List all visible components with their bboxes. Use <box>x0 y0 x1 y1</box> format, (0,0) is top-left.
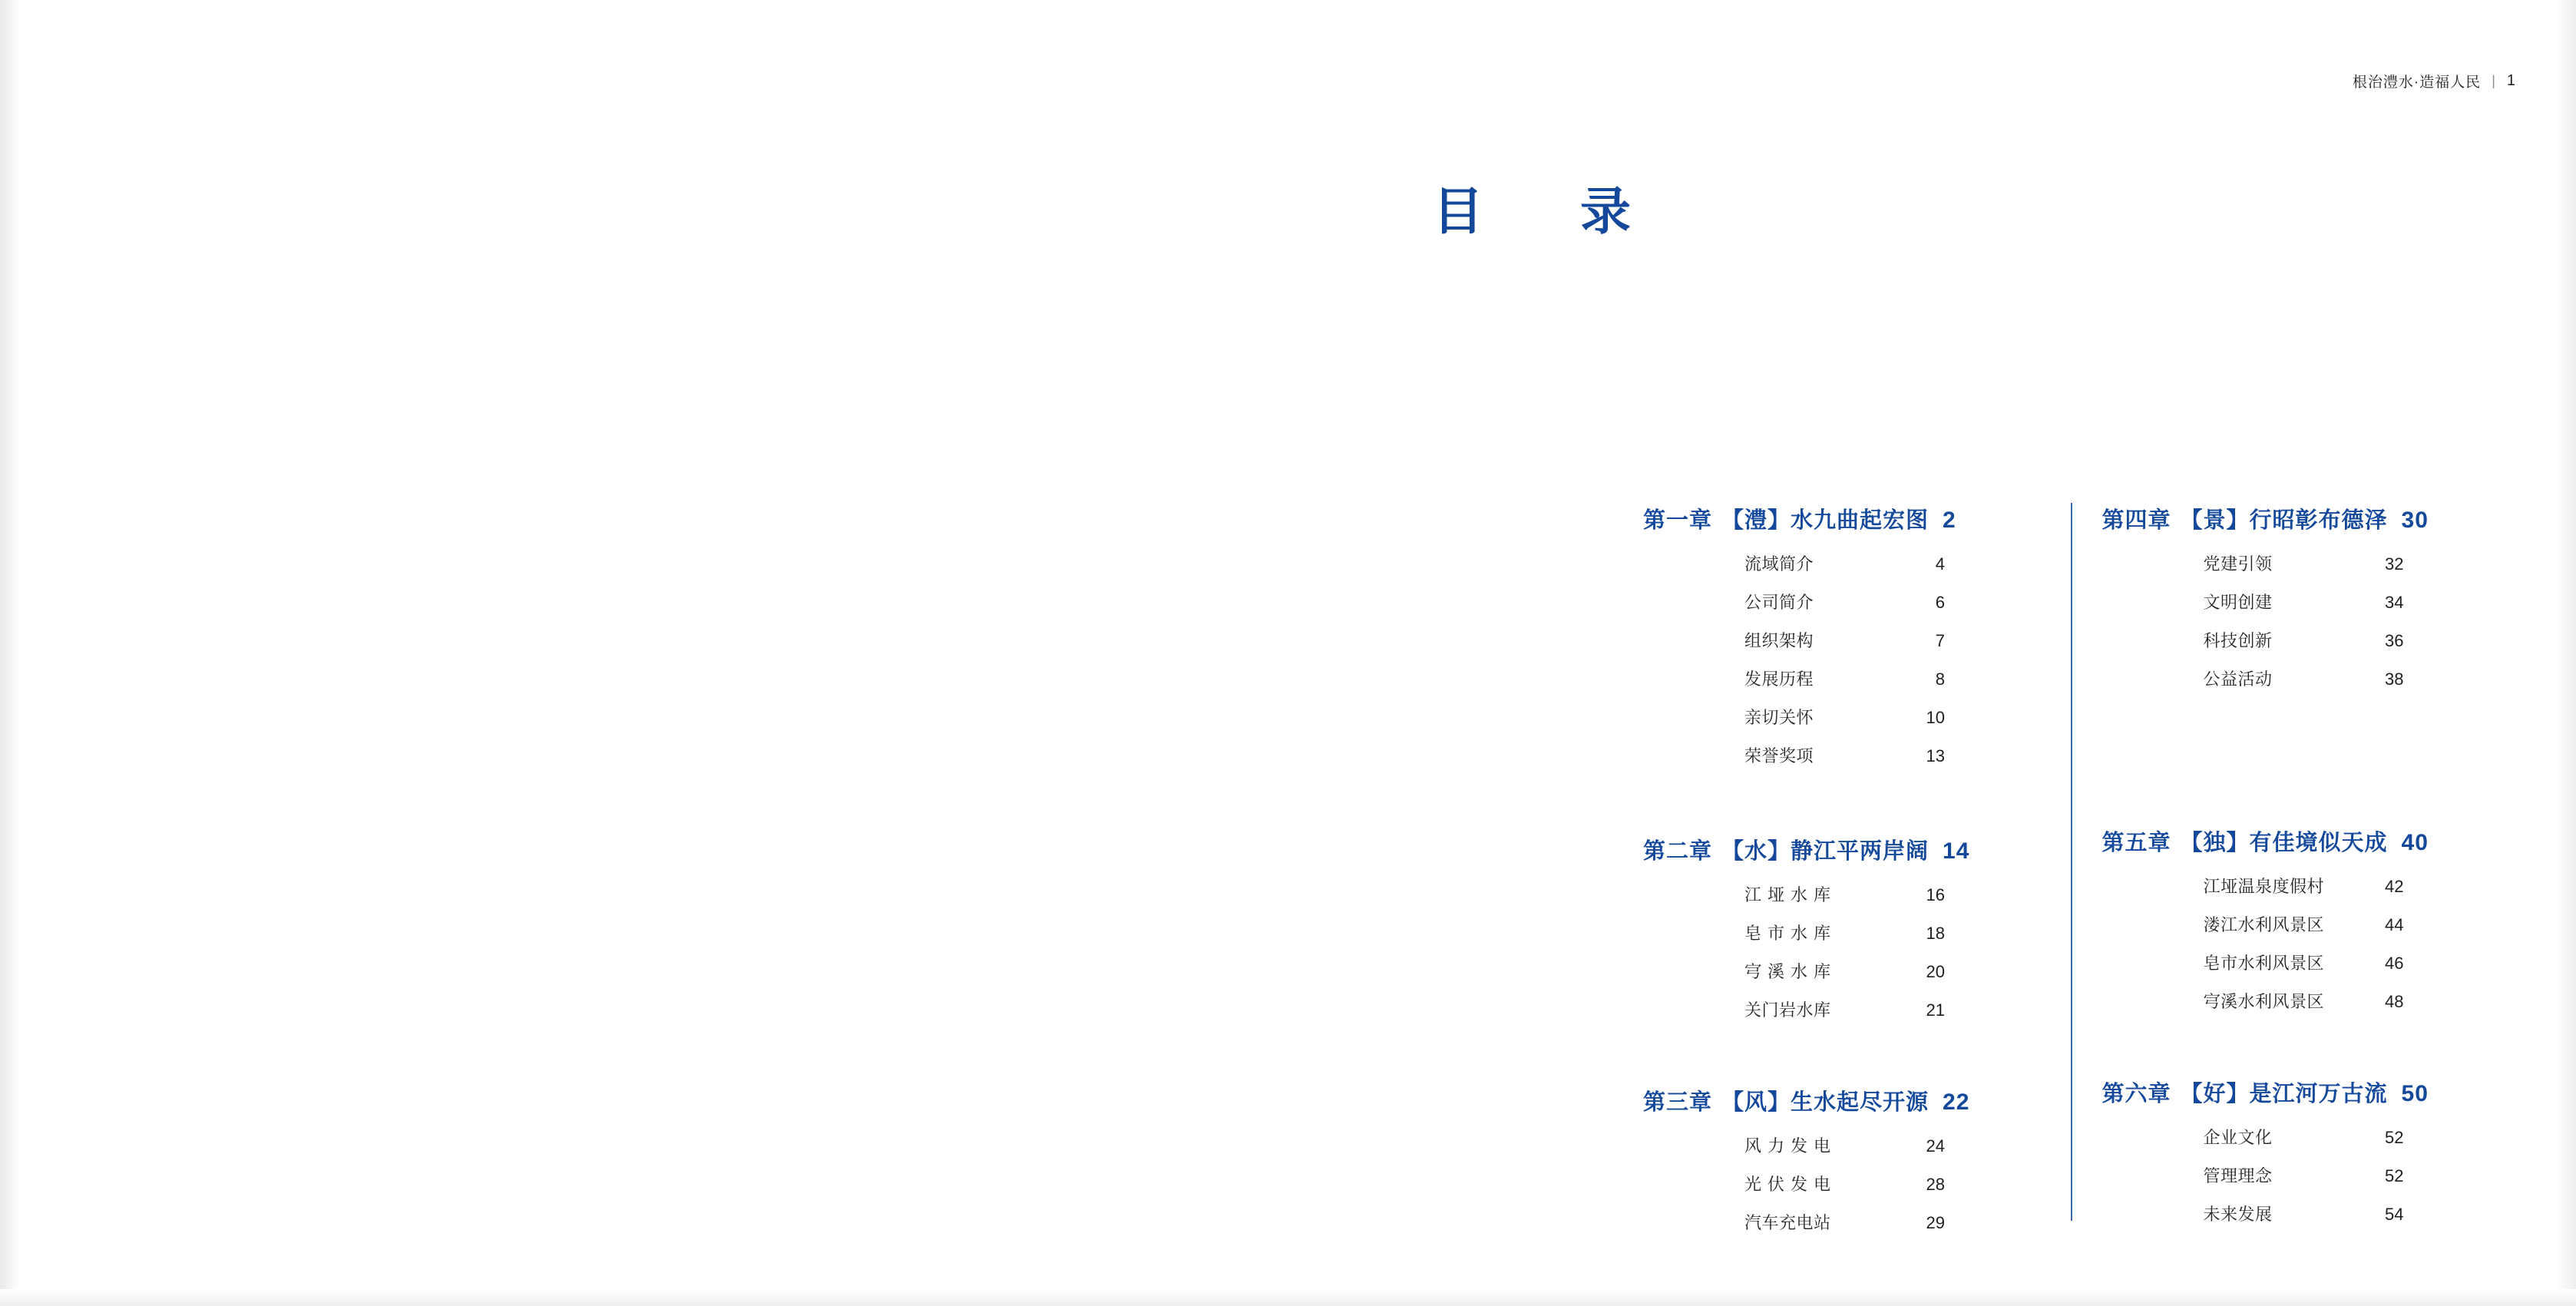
toc-chapter-number: 第五章 <box>2101 831 2171 855</box>
toc-entry[interactable] <box>1744 551 2056 575</box>
toc-chapter-title: 【风】生水起尽开源 <box>1721 1090 1930 1115</box>
toc-entry-page: 18 <box>1926 924 1945 943</box>
toc-entry-list <box>1643 551 2056 767</box>
toc-chapter-title: 【水】静江平两岸阔 <box>1721 839 1930 864</box>
toc-chapter[interactable] <box>2102 503 2515 690</box>
toc-chapter-title: 【景】行昭彰布德泽 <box>2180 508 2388 533</box>
toc-entry[interactable] <box>1744 1133 2056 1157</box>
toc-entry-page: 7 <box>1935 631 1945 650</box>
toc-entry-page: 13 <box>1926 746 1945 765</box>
toc-entry-label: 管理理念 <box>2203 1166 2273 1185</box>
toc-entry-page: 44 <box>2385 915 2404 934</box>
page-edge-shadow-left <box>0 0 20 1306</box>
toc-chapter[interactable] <box>2102 1076 2515 1225</box>
toc-entry[interactable] <box>1744 959 2056 983</box>
toc-entry-page: 6 <box>1935 593 1945 612</box>
toc-chapter-number: 第二章 <box>1643 839 1713 864</box>
page-edge-shadow-bottom <box>0 1289 2576 1306</box>
toc-entry-label: 风力发电 <box>1744 1136 1837 1156</box>
toc-entry[interactable] <box>2204 874 2515 898</box>
running-header <box>2353 71 2516 91</box>
toc-chapter-heading[interactable] <box>1643 503 2056 534</box>
toc-entry-page: 42 <box>2385 877 2404 896</box>
toc-entry-label: 溇江水利风景区 <box>2203 915 2325 934</box>
toc-entry[interactable] <box>2204 628 2515 652</box>
toc-entry[interactable] <box>2204 1202 2515 1225</box>
toc-entry-page: 24 <box>1926 1136 1945 1156</box>
toc-entry[interactable] <box>2204 666 2515 690</box>
toc-column-left <box>1643 503 2056 1248</box>
toc-entry[interactable] <box>2204 989 2515 1013</box>
toc-entry-label: 科技创新 <box>2203 631 2273 650</box>
spacer <box>2102 705 2515 825</box>
toc-entry-label: 皂市水库 <box>1744 924 1837 943</box>
toc-entry-label: 荣誉奖项 <box>1744 746 1814 765</box>
toc-chapter-title: 【独】有佳境似天成 <box>2180 831 2388 855</box>
spacer <box>2102 1027 2515 1076</box>
toc-entry-page: 54 <box>2385 1205 2404 1224</box>
toc-entry-label: 关门岩水库 <box>1744 1000 1831 1020</box>
toc-chapter-heading[interactable] <box>2102 503 2515 534</box>
toc-entry-page: 36 <box>2385 631 2404 650</box>
toc-chapter-page: 22 <box>1943 1089 1970 1115</box>
toc-chapter-number: 第四章 <box>2101 508 2171 533</box>
toc-entry-page: 52 <box>2385 1128 2404 1147</box>
page-edge-shadow-right <box>2556 0 2576 1306</box>
toc-columns <box>1643 503 2515 1248</box>
toc-entry[interactable] <box>2204 1125 2515 1149</box>
page-title: 目 录 <box>1433 183 1654 240</box>
toc-entry-page: 38 <box>2385 670 2404 689</box>
toc-entry-page: 8 <box>1935 670 1945 689</box>
toc-entry-page: 48 <box>2385 992 2404 1011</box>
toc-chapter[interactable] <box>1643 834 2056 1021</box>
toc-entry[interactable] <box>1744 628 2056 652</box>
toc-entry[interactable] <box>2204 590 2515 613</box>
toc-entry[interactable] <box>1744 997 2056 1021</box>
running-header-separator: | <box>2492 73 2496 88</box>
toc-entry-page: 29 <box>1926 1213 1945 1232</box>
toc-entry-page: 28 <box>1926 1175 1945 1194</box>
spacer <box>1643 1036 2056 1085</box>
toc-chapter-heading[interactable] <box>1643 1085 2056 1116</box>
toc-entry-label: 江垭温泉度假村 <box>2203 877 2325 896</box>
toc-entry-label: 光伏发电 <box>1744 1175 1837 1194</box>
toc-entry[interactable] <box>1744 882 2056 906</box>
toc-entry[interactable] <box>2204 951 2515 974</box>
toc-entry-page: 21 <box>1926 1000 1945 1020</box>
toc-entry[interactable] <box>2204 912 2515 936</box>
toc-entry-page: 10 <box>1926 708 1945 727</box>
toc-entry-label: 宆溪水库 <box>1744 962 1837 981</box>
toc-entry-label: 皂市水利风景区 <box>2203 954 2325 973</box>
toc-entry-label: 亲切关怀 <box>1744 708 1814 727</box>
toc-entry-label: 汽车充电站 <box>1744 1213 1831 1232</box>
toc-entry[interactable] <box>2204 551 2515 575</box>
toc-entry-page: 46 <box>2385 954 2404 973</box>
toc-column-right <box>2056 503 2515 1248</box>
toc-chapter-heading[interactable] <box>2102 1076 2515 1108</box>
spacer <box>1643 782 2056 834</box>
toc-entry-label: 未来发展 <box>2203 1205 2273 1224</box>
toc-entry-label: 流域简介 <box>1744 554 1814 574</box>
toc-entry[interactable] <box>1744 921 2056 944</box>
page-number: 1 <box>2506 72 2516 89</box>
toc-chapter[interactable] <box>1643 503 2056 767</box>
toc-entry[interactable] <box>1744 743 2056 767</box>
toc-entry-list <box>2102 874 2515 1013</box>
toc-entry-page: 34 <box>2385 593 2404 612</box>
toc-chapter-page: 40 <box>2401 830 2429 855</box>
toc-chapter-page: 14 <box>1943 838 1970 864</box>
toc-chapter-number: 第一章 <box>1643 508 1713 533</box>
toc-entry-page: 4 <box>1935 554 1945 574</box>
toc-chapter-page: 30 <box>2401 508 2429 533</box>
toc-entry-list <box>2102 551 2515 690</box>
toc-chapter-heading[interactable] <box>2102 825 2515 857</box>
toc-entry[interactable] <box>1744 1172 2056 1195</box>
toc-entry-list <box>1643 882 2056 1021</box>
toc-entry-list <box>2102 1125 2515 1225</box>
toc-entry-label: 公司简介 <box>1744 593 1814 612</box>
toc-entry-page: 20 <box>1926 962 1945 981</box>
toc-entry-label: 文明创建 <box>2203 593 2273 612</box>
toc-entry-label: 党建引领 <box>2203 554 2273 574</box>
toc-chapter-number: 第六章 <box>2101 1082 2171 1106</box>
toc-entry-page: 32 <box>2385 554 2404 574</box>
toc-chapter[interactable] <box>1643 1085 2056 1234</box>
toc-chapter-heading[interactable] <box>1643 834 2056 865</box>
toc-entry[interactable] <box>1744 666 2056 690</box>
toc-entry-list <box>1643 1133 2056 1234</box>
toc-entry-label: 公益活动 <box>2203 670 2273 689</box>
toc-chapter-page: 50 <box>2401 1081 2429 1106</box>
toc-chapter[interactable] <box>2102 825 2515 1013</box>
toc-chapter-number: 第三章 <box>1643 1090 1713 1115</box>
toc-entry[interactable] <box>1744 1210 2056 1234</box>
toc-chapter-title: 【好】是江河万古流 <box>2180 1082 2388 1106</box>
toc-entry-label: 企业文化 <box>2203 1128 2273 1147</box>
toc-entry[interactable] <box>2204 1163 2515 1187</box>
toc-chapter-title: 【澧】水九曲起宏图 <box>1721 508 1930 533</box>
toc-entry[interactable] <box>1744 590 2056 613</box>
toc-entry-label: 江垭水库 <box>1744 885 1837 904</box>
toc-entry-page: 52 <box>2385 1166 2404 1185</box>
toc-entry-label: 宆溪水利风景区 <box>2203 992 2325 1011</box>
running-header-title: 根治澧水·造福人民 <box>2352 74 2482 91</box>
toc-entry-label: 发展历程 <box>1744 670 1814 689</box>
toc-entry[interactable] <box>1744 705 2056 729</box>
toc-chapter-page: 2 <box>1943 508 1956 533</box>
toc-entry-label: 组织架构 <box>1744 631 1814 650</box>
toc-entry-page: 16 <box>1926 885 1945 904</box>
